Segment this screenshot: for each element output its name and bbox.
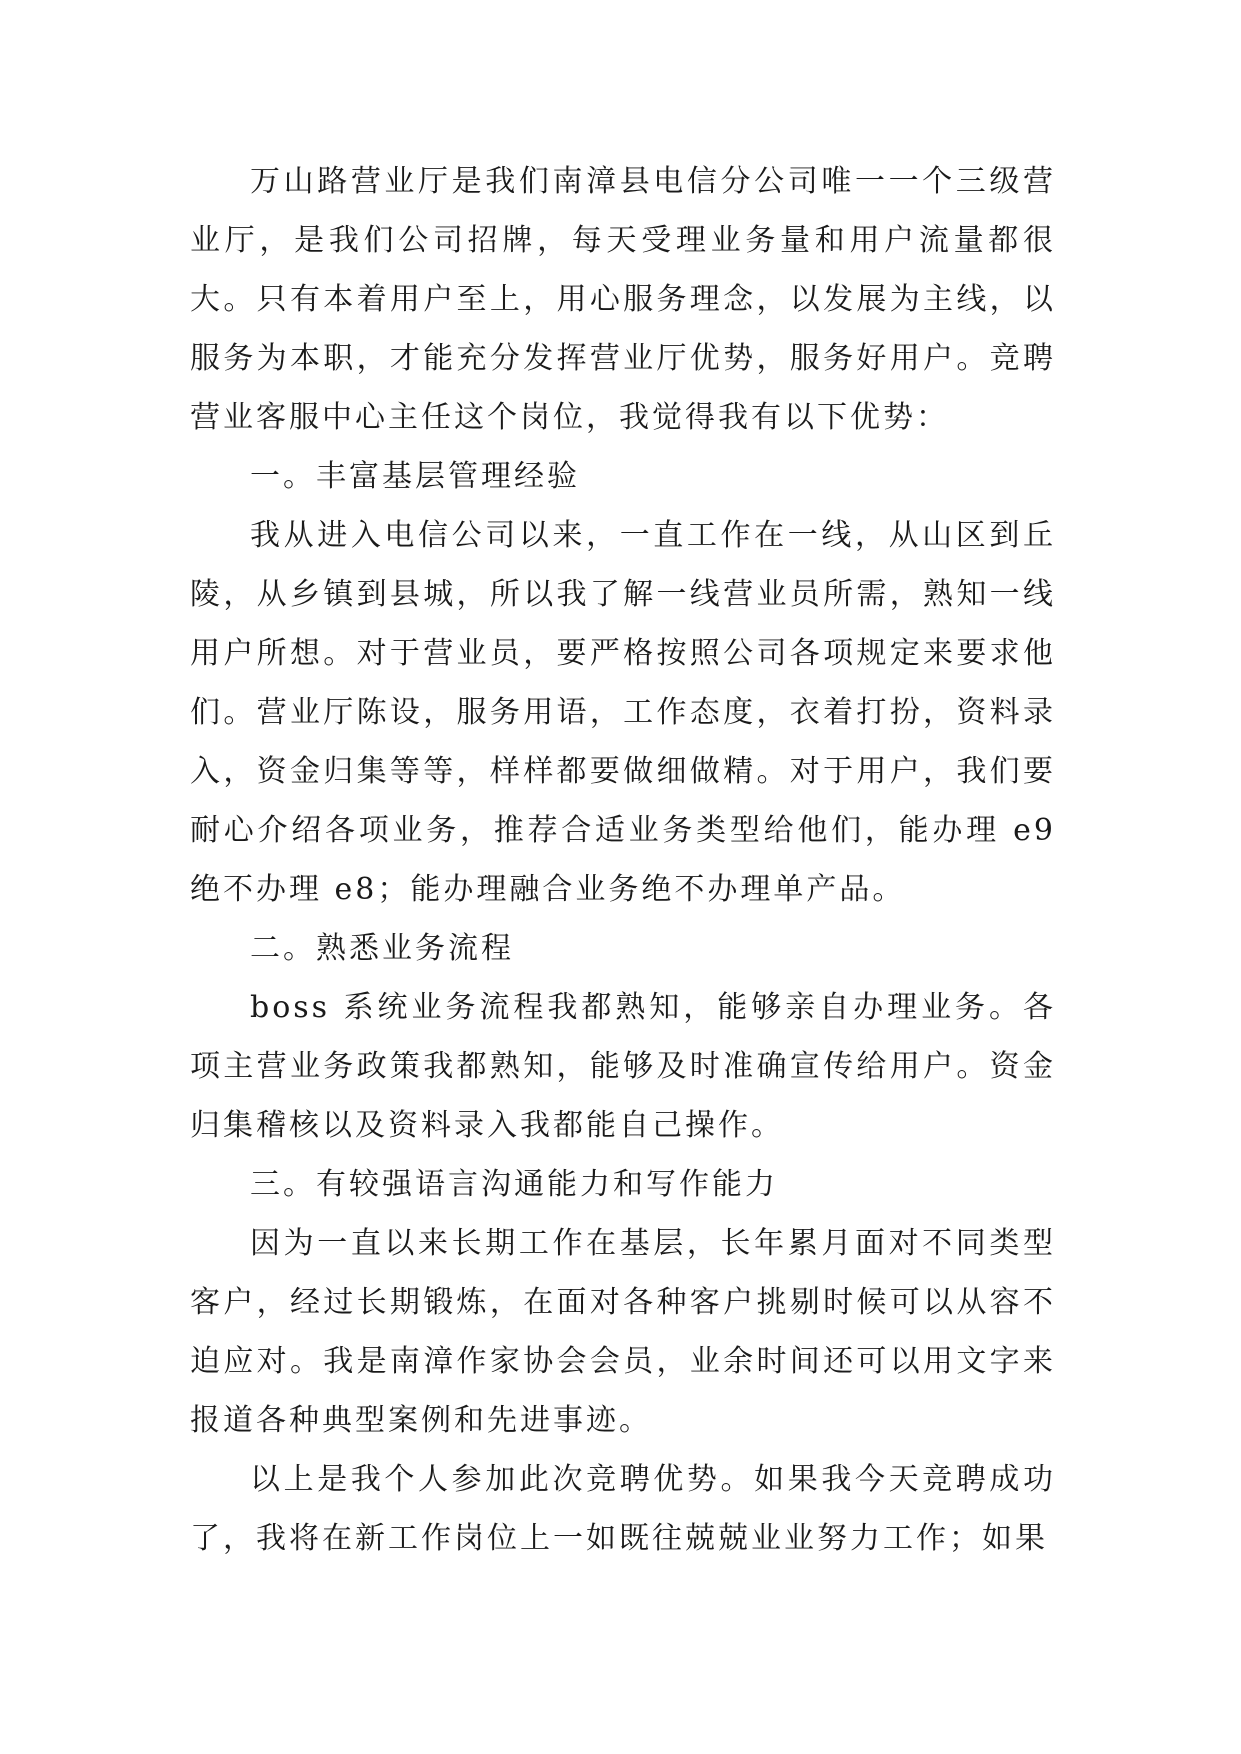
heading-management-experience: 一。丰富基层管理经验 xyxy=(250,459,580,494)
paragraph-management-experience: 我从进入电信公司以来，一直工作在一线，从山区到丘陵，从乡镇到县城，所以我了解一线营业员所需，熟知一线用户所想。对于营业员，要严格按照公司各项规定来要求他们。营业厅陈设，服务用语，工作态度，衣着打扮，资料录入，资金归集等等，样样都要做细做精。对于用户，我们要耐心介绍各项业务，推荐合适业务类型给他们，能办理 e9 绝不办理 e8；能办理融合业务绝不办理单产品。 xyxy=(190,518,1056,907)
heading-communication-writing: 三。有较强语言沟通能力和写作能力 xyxy=(250,1167,778,1202)
paragraph-intro: 万山路营业厅是我们南漳县电信分公司唯一一个三级营业厅，是我们公司招牌，每天受理业务量和用户流量都很大。只有本着用户至上，用心服务理念，以发展为主线，以服务为本职，才能充分发挥营业厅优势，服务好用户。竞聘营业客服中心主任这个岗位，我觉得我有以下优势： xyxy=(190,164,1056,435)
heading-business-process: 二。熟悉业务流程 xyxy=(250,931,514,966)
paragraph-communication-writing: 因为一直以来长期工作在基层，长年累月面对不同类型客户，经过长期锻炼，在面对各种客户挑剔时候可以从容不迫应对。我是南漳作家协会会员，业余时间还可以用文字来报道各种典型案例和先进事迹。 xyxy=(190,1226,1056,1438)
document-body xyxy=(190,152,1056,1568)
paragraph-business-process: boss 系统业务流程我都熟知，能够亲自办理业务。各项主营业务政策我都熟知，能够及时准确宣传给用户。资金归集稽核以及资料录入我都能自己操作。 xyxy=(190,990,1056,1143)
paragraph-conclusion: 以上是我个人参加此次竞聘优势。如果我今天竞聘成功了，我将在新工作岗位上一如既往兢兢业业努力工作；如果 xyxy=(190,1462,1056,1556)
